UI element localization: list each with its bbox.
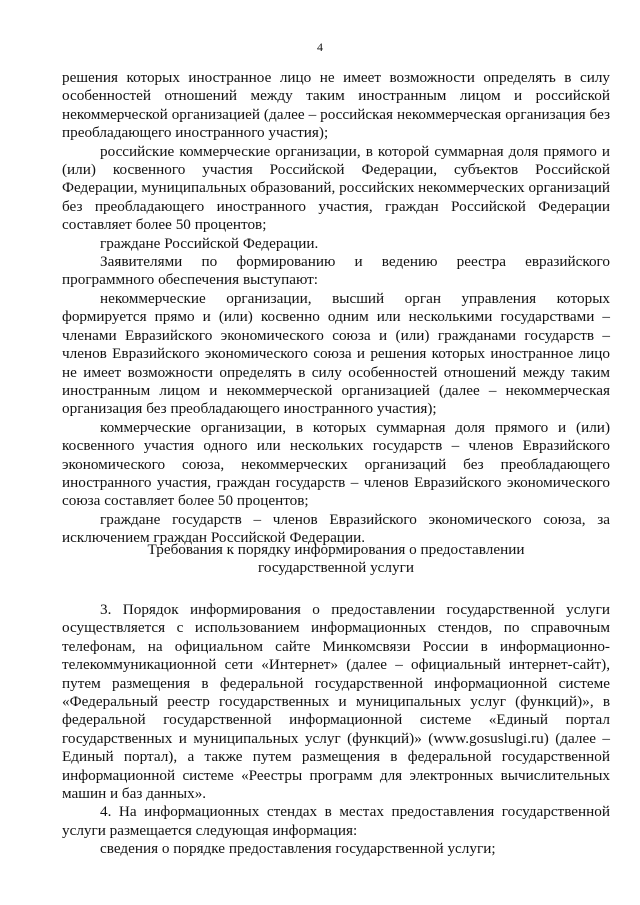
bottom-text-block bbox=[62, 601, 610, 859]
section-heading-line-2: государственной услуги bbox=[258, 559, 414, 577]
section-heading-line-1: Требования к порядку информирования о предоставлении bbox=[147, 541, 525, 558]
paragraph-continuation: решения которых иностранное лицо не имеет возможности определять в силу особенностей отношений между таким иностранным лицом и российской некоммерческой организацией (далее – российская некоммерческая организация без преобладающего иностранного участия); bbox=[62, 69, 610, 142]
paragraph-eurasian-noncommercial-orgs: некоммерческие организации, высший орган управления которых формируется прямо и (или) косвенно одним или несколькими государствами – членами Евразийского экономического союза и (или) гражданами государств – членов Евразийского экономического союза и решения которых иностранное лицо не имеет возможности определять в силу особенностей отношений между таким иностранным лицом и некоммерческой организацией (далее – некоммерческая организация без преобладающего иностранного участия); bbox=[62, 289, 610, 418]
paragraph-item-4: 4. На информационных стендах в местах предоставления государственной услуги размещается следующая информация: bbox=[62, 803, 610, 839]
paragraph-item-3: 3. Порядок информирования о предоставлении государственной услуги осуществляется с использованием информационных стендов, по справочным телефонам, на официальном сайте Минкомсвязи России в информационно-телекоммуникационной сети «Интернет» (далее – официальный интернет-сайт), путем размещения в федеральной государственной информационной системе «Федеральный реестр государственных и муниципальных услуг (функций)», в федеральной государственной информационной системе «Единый портал государственных и муниципальных услуг (функций)» (www.gosuslugi.ru) (далее – Единый портал), а также путем размещения в федеральной государственной информационной системе «Реестры программ для электронных вычислительных машин и баз данных». bbox=[62, 601, 610, 803]
paragraph-russian-commercial-orgs: российские коммерческие организации, в которой суммарная доля прямого и (или) косвенного участия Российской Федерации, субъектов Российской Федерации, муниципальных образований, российских некоммерческих организаций без преобладающего иностранного участия, граждан Российской Федерации составляет более 50 процентов; bbox=[62, 142, 610, 234]
paragraph-russian-citizens: граждане Российской Федерации. bbox=[100, 234, 319, 252]
paragraph-eurasian-applicants-intro: Заявителями по формированию и ведению реестра евразийского программного обеспечения выступают: bbox=[62, 253, 610, 289]
section-heading bbox=[62, 541, 610, 578]
top-text-block bbox=[62, 69, 610, 548]
paragraph-eurasian-citizens: граждане государств – членов Евразийского экономического союза, за исключением граждан Российской Федерации. bbox=[62, 510, 610, 547]
paragraph-info-procedure: сведения о порядке предоставления государственной услуги; bbox=[100, 840, 496, 858]
page-number: 4 bbox=[317, 40, 323, 54]
paragraph-eurasian-commercial-orgs: коммерческие организации, в которых суммарная доля прямого и (или) косвенного участия одного или нескольких государств – членов Евразийского экономического союза, некоммерческих организаций без преобладающего иностранного участия, граждан государств – членов Евразийского экономического союза составляет более 50 процентов; bbox=[62, 418, 610, 510]
